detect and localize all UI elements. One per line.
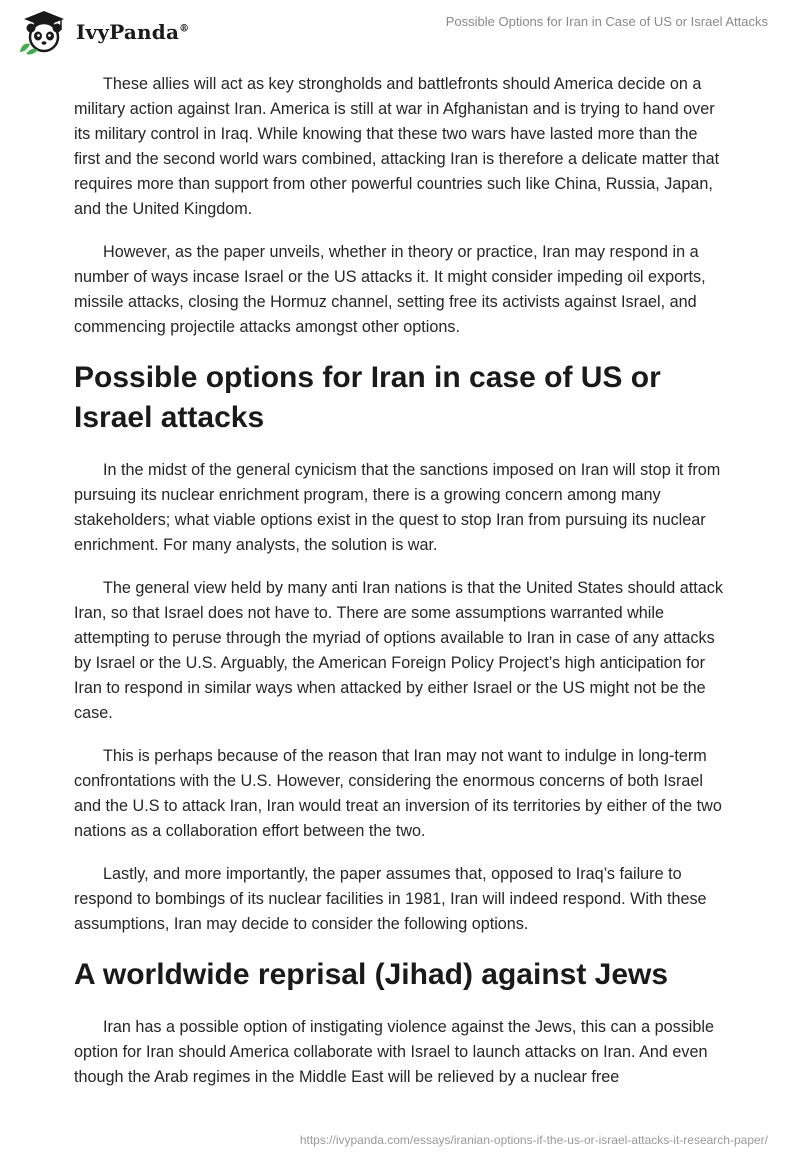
panda-mascot-icon xyxy=(16,8,72,56)
paragraph: However, as the paper unveils, whether in theory or practice, Iran may respond in a number of ways incase Israel or the US attacks it. It might consider impeding oil exports, missile attacks, closing the Hormuz channel, setting free its activists against Israel, and commencing projectile attacks amongst other options. xyxy=(74,243,706,336)
page-header xyxy=(0,0,800,64)
article-content xyxy=(74,72,724,1108)
document-title: Possible Options for Iran in Case of US or Israel Attacks xyxy=(445,14,768,29)
logo-text: IvyPanda xyxy=(76,20,180,44)
logo-registered-mark: ® xyxy=(179,23,190,35)
paragraph: These allies will act as key strongholds and battlefronts should America decide on a military action against Iran. America is still at war in Afghanistan and is trying to hand over its military control in Iraq. While knowing that these two wars have lasted more than the first and the second world wars combined, attacking Iran is therefore a delicate matter that requires more than support from other powerful countries such like China, Russia, Japan, and the United Kingdom. xyxy=(74,75,720,218)
paragraph: The general view held by many anti Iran nations is that the United States should attack Iran, so that Israel does not have to. There are some assumptions warranted while attempting to peruse through the myriad of options available to Iran in case of any attacks by Israel or the U.S. Arguably, the American Foreign Policy Project’s high anticipation for Iran to respond in similar ways when attacked by either Israel or the US might not be the case. xyxy=(74,579,723,722)
footer-url[interactable]: https://ivypanda.com/essays/iranian-options-if-the-us-or-israel-attacks-it-research-paper/ xyxy=(299,1133,768,1147)
section-heading: Possible options for Iran in case of US or Israel attacks xyxy=(74,361,661,434)
section-heading: A worldwide reprisal (Jihad) against Jews xyxy=(74,958,669,991)
paragraph: Iran has a possible option of instigating violence against the Jews, this can a possible option for Iran should America collaborate with Israel to launch attacks on Iran. And even though the Arab regimes in the Middle East will be relieved by a nuclear free xyxy=(74,1018,714,1086)
logo-wordmark xyxy=(76,20,189,44)
paragraph: This is perhaps because of the reason that Iran may not want to indulge in long-term confrontations with the U.S. However, considering the enormous concerns of both Israel and the U.S to attack Iran, Iran would treat an inversion of its territories by either of the two nations as a collaboration effort between the two. xyxy=(74,747,722,840)
paragraph: Lastly, and more importantly, the paper assumes that, opposed to Iraq’s failure to respond to bombings of its nuclear facilities in 1981, Iran will indeed respond. With these assumptions, Iran may decide to consider the following options. xyxy=(74,865,707,933)
paragraph: In the midst of the general cynicism that the sanctions imposed on Iran will stop it from pursuing its nuclear enrichment program, there is a growing concern among many stakeholders; what viable options exist in the quest to stop Iran from pursuing its nuclear enrichment. For many analysts, the solution is war. xyxy=(74,461,721,554)
ivypanda-logo[interactable] xyxy=(16,8,189,56)
